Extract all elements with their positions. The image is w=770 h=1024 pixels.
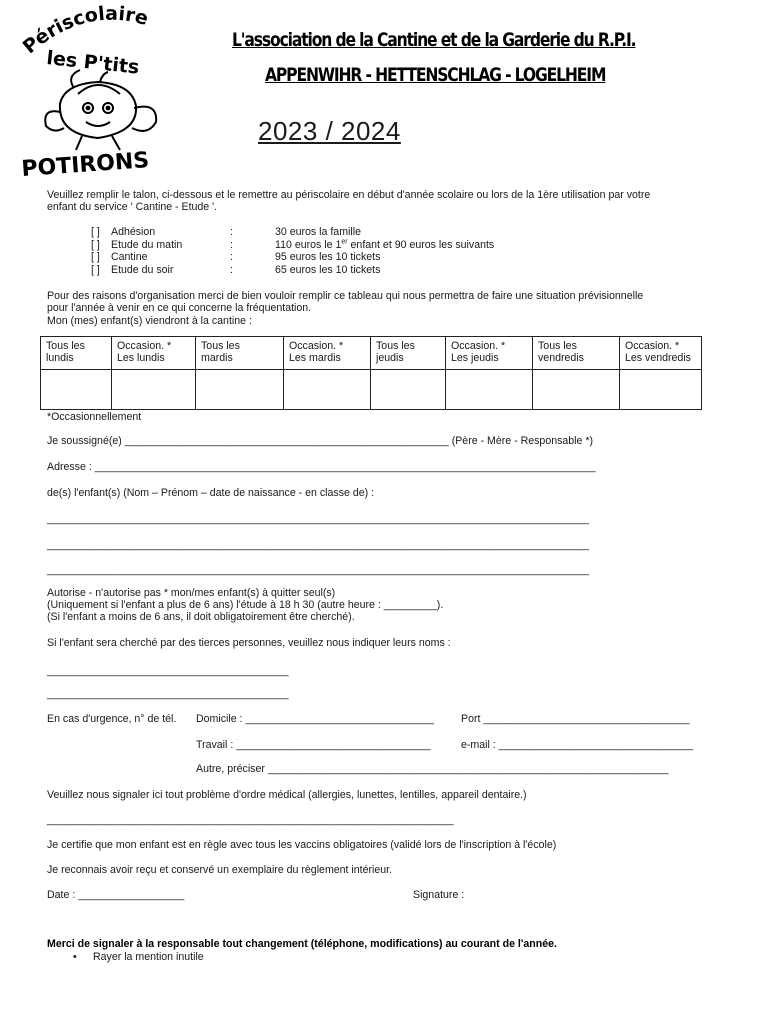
- table-header-cell: Tous les lundis: [41, 337, 112, 370]
- pumpkin-mascot-icon: [8, 4, 208, 182]
- fee-label: Etude du soir: [111, 263, 174, 276]
- fee-price: 110 euros le 1er enfant et 90 euros les suivants: [275, 237, 495, 251]
- autorise-line-2: (Uniquement si l'enfant a plus de 6 ans) l'étude à 18 h 30 (autre heure : _________).: [47, 599, 444, 611]
- domicile-field[interactable]: Domicile : ________________________________: [196, 713, 434, 725]
- table-entry-cell[interactable]: [41, 370, 112, 410]
- fee-price: 95 euros les 10 tickets: [275, 251, 381, 263]
- autorise-line-3: (Si l'enfant a moins de 6 ans, il doit obligatoirement être cherché).: [47, 611, 355, 623]
- table-header-cell: Occasion. * Les lundis: [112, 337, 196, 370]
- bullet-text: Rayer la mention inutile: [93, 951, 204, 963]
- table-entry-cell[interactable]: [112, 370, 196, 410]
- checkbox-cantine[interactable]: [ ]: [91, 251, 100, 263]
- table-header-cell: Occasion. * Les jeudis: [446, 337, 533, 370]
- port-field[interactable]: Port ___________________________________: [461, 713, 690, 725]
- autre-field[interactable]: Autre, préciser ____________________________________________________________________: [196, 763, 669, 775]
- medical-label: Veuillez nous signaler ici tout problème d'ordre médical (allergies, lunettes, lentilles, appareil dentaire.): [47, 789, 527, 801]
- signature-field[interactable]: Signature :: [413, 889, 465, 901]
- checkbox-adhesion[interactable]: [ ]: [91, 226, 100, 238]
- table-entry-cell[interactable]: [620, 370, 702, 410]
- table-header-cell: Tous les mardis: [196, 337, 284, 370]
- organisation-line-3: Mon (mes) enfant(s) viendront à la cantine :: [47, 315, 252, 327]
- table-entry-cell[interactable]: [446, 370, 533, 410]
- intro-line-1: Veuillez remplir le talon, ci-dessous et le remettre au périscolaire en début d'année scolaire ou lors de la 1ère utilisation par votre: [47, 189, 651, 201]
- date-field[interactable]: Date : __________________: [47, 889, 185, 901]
- tierces-label: Si l'enfant sera cherché par des tierces personnes, veuillez nous indiquer leurs noms :: [47, 637, 451, 649]
- medical-line[interactable]: _____________________________________________________________________: [47, 814, 454, 826]
- checkbox-etude-matin[interactable]: [ ]: [91, 238, 100, 251]
- footnote-occasionnellement: *Occasionnellement: [47, 411, 142, 423]
- fee-label: Etude du matin: [111, 238, 183, 251]
- fee-label: Cantine: [111, 251, 148, 263]
- table-header-row: [41, 337, 702, 370]
- table-entry-cell[interactable]: [533, 370, 620, 410]
- logo-middle-text: les P'tits: [45, 47, 141, 79]
- fee-price: 30 euros la famille: [275, 226, 361, 238]
- enfant-line-2[interactable]: ____________________________________________________________________________________________: [47, 539, 590, 551]
- table-entry-cell[interactable]: [196, 370, 284, 410]
- tierce-name-line-1[interactable]: _________________________________________: [47, 665, 289, 677]
- periscolaire-logo: [8, 4, 208, 182]
- association-title: L'association de la Cantine et de la Garderie du R.P.I.: [232, 29, 636, 51]
- table-header-cell: Tous les vendredis: [533, 337, 620, 370]
- enfant-line-1[interactable]: ____________________________________________________________________________________________: [47, 513, 590, 525]
- vaccins-statement: Je certifie que mon enfant est en règle avec tous les vaccins obligatoires (validé lors de l'inscription à l'école): [47, 839, 557, 851]
- reglement-statement: Je reconnais avoir reçu et conservé un exemplaire du règlement intérieur.: [47, 864, 393, 876]
- organisation-line-1: Pour des raisons d'organisation merci de bien vouloir remplir ce tableau qui nous permettra de faire une situation prévisionnelle: [47, 290, 644, 302]
- checkbox-etude-soir[interactable]: [ ]: [91, 263, 100, 276]
- bullet-icon: •: [73, 951, 77, 963]
- organisation-line-2: pour l'année à venir en ce qui concerne la fréquentation.: [47, 302, 312, 314]
- table-row: [41, 370, 702, 410]
- travail-field[interactable]: Travail : _________________________________: [196, 739, 431, 751]
- tierce-name-line-2[interactable]: _________________________________________: [47, 688, 289, 700]
- fee-separator: :: [230, 226, 233, 238]
- logo-bottom-text: POTIRONS: [20, 148, 151, 182]
- fee-price: 65 euros les 10 tickets: [275, 263, 381, 276]
- email-field[interactable]: e-mail : _________________________________: [461, 739, 694, 751]
- table-header-cell: Occasion. * Les vendredis: [620, 337, 702, 370]
- logo-top-text: Périscolaire: [18, 4, 151, 59]
- enfant-line-3[interactable]: ____________________________________________________________________________________________: [47, 564, 590, 576]
- attendance-table: [40, 336, 702, 410]
- adresse-field[interactable]: Adresse : _____________________________________________________________________________________: [47, 461, 596, 473]
- school-year: 2023 / 2024: [258, 116, 401, 146]
- intro-line-2: enfant du service ' Cantine - Etude '.: [47, 201, 218, 213]
- changes-note: Merci de signaler à la responsable tout changement (téléphone, modifications) au courant de l'année.: [47, 938, 557, 950]
- fee-separator: :: [230, 251, 233, 263]
- villages-title: APPENWIHR - HETTENSCHLAG - LOGELHEIM: [265, 64, 606, 86]
- autorise-line-1: Autorise - n'autorise pas * mon/mes enfant(s) à quitter seul(s): [47, 587, 336, 599]
- fee-separator: :: [230, 263, 233, 276]
- soussigne-field[interactable]: Je soussigné(e) _______________________________________________________ (Père - Mère - Responsable *): [47, 435, 594, 447]
- fee-separator: :: [230, 238, 233, 251]
- table-entry-cell[interactable]: [284, 370, 371, 410]
- table-entry-cell[interactable]: [371, 370, 446, 410]
- fee-label: Adhésion: [111, 226, 156, 238]
- table-header-cell: Occasion. * Les mardis: [284, 337, 371, 370]
- enfants-label: de(s) l'enfant(s) (Nom – Prénom – date de naissance - en classe de) :: [47, 487, 375, 499]
- urgence-label: En cas d'urgence, n° de tél.: [47, 713, 177, 725]
- table-header-cell: Tous les jeudis: [371, 337, 446, 370]
